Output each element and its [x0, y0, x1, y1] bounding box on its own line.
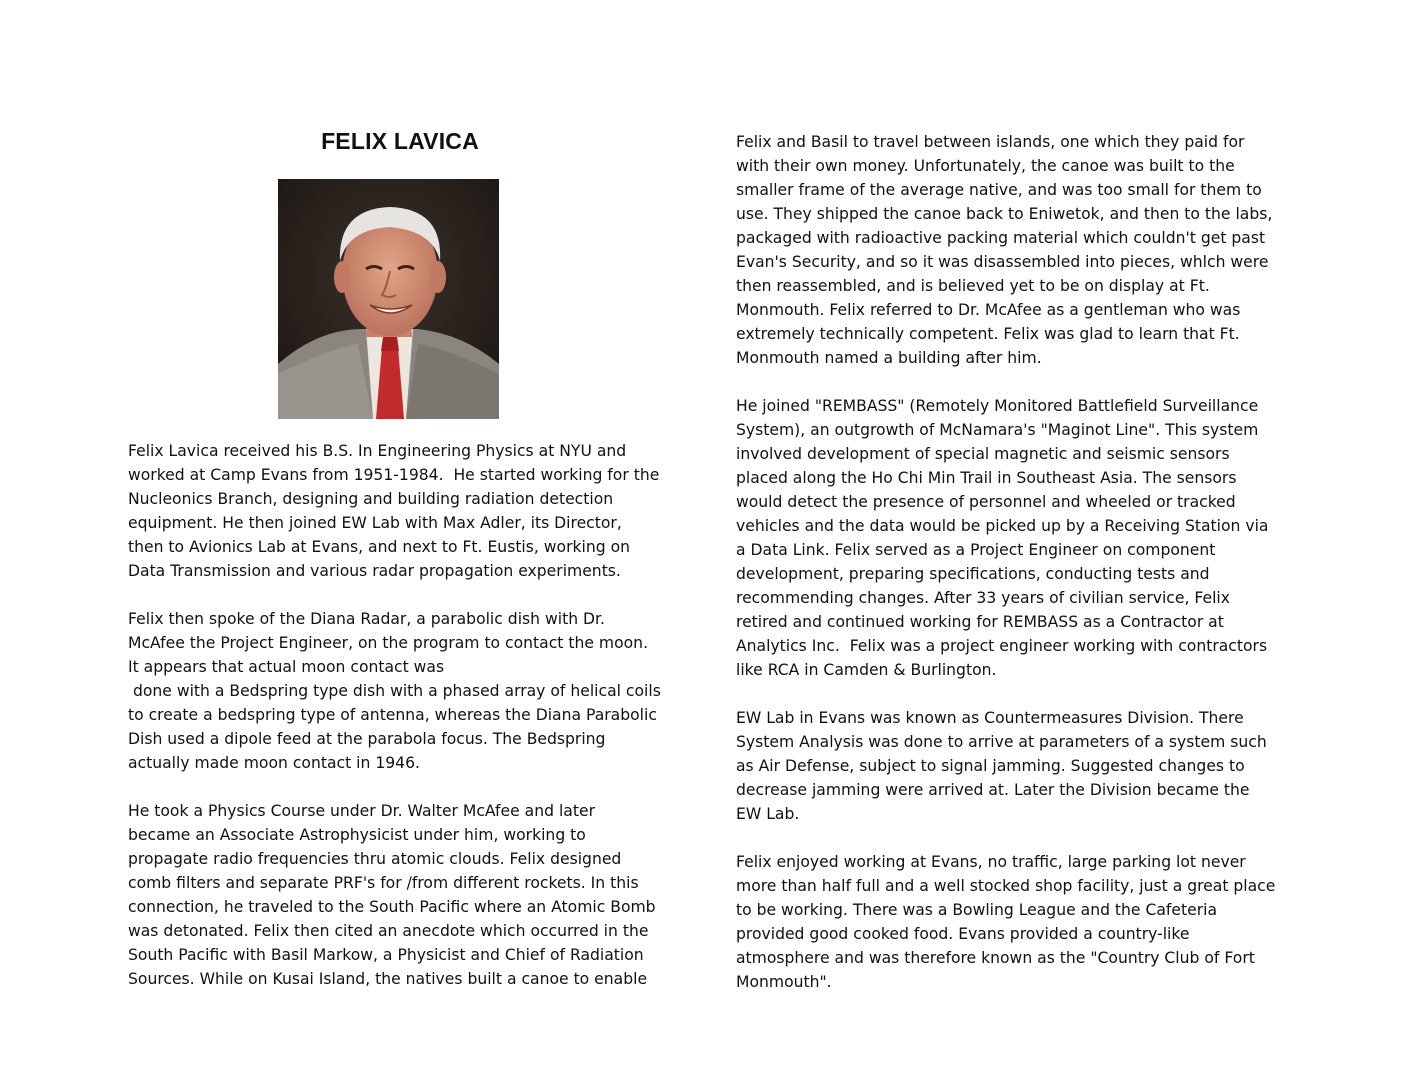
text-line: Evan's Security, and so it was disassembled into pieces, whlch were: [736, 253, 1269, 271]
text-line: smaller frame of the average native, and was too small for them to: [736, 181, 1262, 199]
text-line: Felix then spoke of the Diana Radar, a parabolic dish with Dr.: [128, 610, 605, 628]
text-line: then reassembled, and is believed yet to be on display at Ft.: [736, 277, 1210, 295]
text-line: Nucleonics Branch, designing and building radiation detection: [128, 490, 614, 508]
text-line: Felix Lavica received his B.S. In Engineering Physics at NYU and: [128, 442, 627, 460]
text-line: with their own money. Unfortunately, the canoe was built to the: [736, 157, 1235, 175]
text-line: provided good cooked food. Evans provided a country-like: [736, 925, 1190, 943]
text-line: He joined "REMBASS" (Remotely Monitored Battlefield Surveillance: [736, 397, 1259, 415]
text-line: Sources. While on Kusai Island, the natives built a canoe to enable: [128, 970, 648, 988]
text-line: South Pacific with Basil Markow, a Physicist and Chief of Radiation: [128, 946, 644, 964]
text-line: use. They shipped the canoe back to Eniwetok, and then to the labs,: [736, 205, 1273, 223]
text-line: Dish used a dipole feed at the parabola focus. The Bedspring: [128, 730, 606, 748]
text-line: propagate radio frequencies thru atomic clouds. Felix designed: [128, 850, 622, 868]
text-line: System Analysis was done to arrive at parameters of a system such: [736, 733, 1267, 751]
text-line: placed along the Ho Chi Min Trail in Southeast Asia. The sensors: [736, 469, 1237, 487]
text-line: was detonated. Felix then cited an anecdote which occurred in the: [128, 922, 649, 940]
text-line: equipment. He then joined EW Lab with Max Adler, its Director,: [128, 514, 622, 532]
left-column: [128, 439, 688, 1015]
text-line: development, preparing specifications, conducting tests and: [736, 565, 1210, 583]
paragraph: [736, 130, 1296, 370]
text-line: System), an outgrowth of McNamara's "Maginot Line". This system: [736, 421, 1259, 439]
text-line: done with a Bedspring type dish with a phased array of helical coils: [128, 682, 661, 700]
text-line: actually made moon contact in 1946.: [128, 754, 420, 772]
paragraph: [128, 439, 688, 583]
text-line: Data Transmission and various radar propagation experiments.: [128, 562, 621, 580]
text-line: more than half full and a well stocked shop facility, just a great place: [736, 877, 1276, 895]
text-line: It appears that actual moon contact was: [128, 658, 445, 676]
text-line: then to Avionics Lab at Evans, and next to Ft. Eustis, working on: [128, 538, 631, 556]
text-line: Felix and Basil to travel between islands, one which they paid for: [736, 133, 1245, 151]
text-line: to be working. There was a Bowling League and the Cafeteria: [736, 901, 1218, 919]
text-line: Monmouth. Felix referred to Dr. McAfee as a gentleman who was: [736, 301, 1241, 319]
text-line: Analytics Inc. Felix was a project engineer working with contractors: [736, 637, 1268, 655]
text-line: packaged with radioactive packing material which couldn't get past: [736, 229, 1266, 247]
paragraph: [736, 706, 1296, 826]
paragraph: [128, 607, 688, 775]
text-line: retired and continued working for REMBASS as a Contractor at: [736, 613, 1224, 631]
portrait-photo: [278, 179, 499, 419]
page-title: FELIX LAVICA: [321, 128, 479, 154]
text-line: extremely technically competent. Felix was glad to learn that Ft.: [736, 325, 1240, 343]
text-line: EW Lab.: [736, 805, 800, 823]
text-line: Monmouth".: [736, 973, 832, 991]
text-line: EW Lab in Evans was known as Countermeasures Division. There: [736, 709, 1244, 727]
paragraph: [128, 799, 688, 991]
text-line: would detect the presence of personnel and wheeled or tracked: [736, 493, 1236, 511]
text-line: involved development of special magnetic and seismic sensors: [736, 445, 1230, 463]
text-line: like RCA in Camden & Burlington.: [736, 661, 997, 679]
text-line: Monmouth named a building after him.: [736, 349, 1042, 367]
text-line: to create a bedspring type of antenna, whereas the Diana Parabolic: [128, 706, 657, 724]
text-line: He took a Physics Course under Dr. Walter McAfee and later: [128, 802, 595, 820]
text-line: comb filters and separate PRF's for /from different rockets. In this: [128, 874, 639, 892]
text-line: atmosphere and was therefore known as the "Country Club of Fort: [736, 949, 1255, 967]
text-line: as Air Defense, subject to signal jamming. Suggested changes to: [736, 757, 1245, 775]
text-line: Felix enjoyed working at Evans, no traffic, large parking lot never: [736, 853, 1246, 871]
paragraph: [736, 850, 1296, 994]
text-line: McAfee the Project Engineer, on the program to contact the moon.: [128, 634, 649, 652]
right-column: [736, 130, 1296, 1018]
text-line: connection, he traveled to the South Pacific where an Atomic Bomb: [128, 898, 656, 916]
paragraph: [736, 394, 1296, 682]
text-line: recommending changes. After 33 years of civilian service, Felix: [736, 589, 1230, 607]
text-line: vehicles and the data would be picked up by a Receiving Station via: [736, 517, 1269, 535]
text-line: decrease jamming were arrived at. Later the Division became the: [736, 781, 1250, 799]
text-line: worked at Camp Evans from 1951-1984. He started working for the: [128, 466, 660, 484]
text-line: a Data Link. Felix served as a Project Engineer on component: [736, 541, 1216, 559]
text-line: became an Associate Astrophysicist under him, working to: [128, 826, 586, 844]
